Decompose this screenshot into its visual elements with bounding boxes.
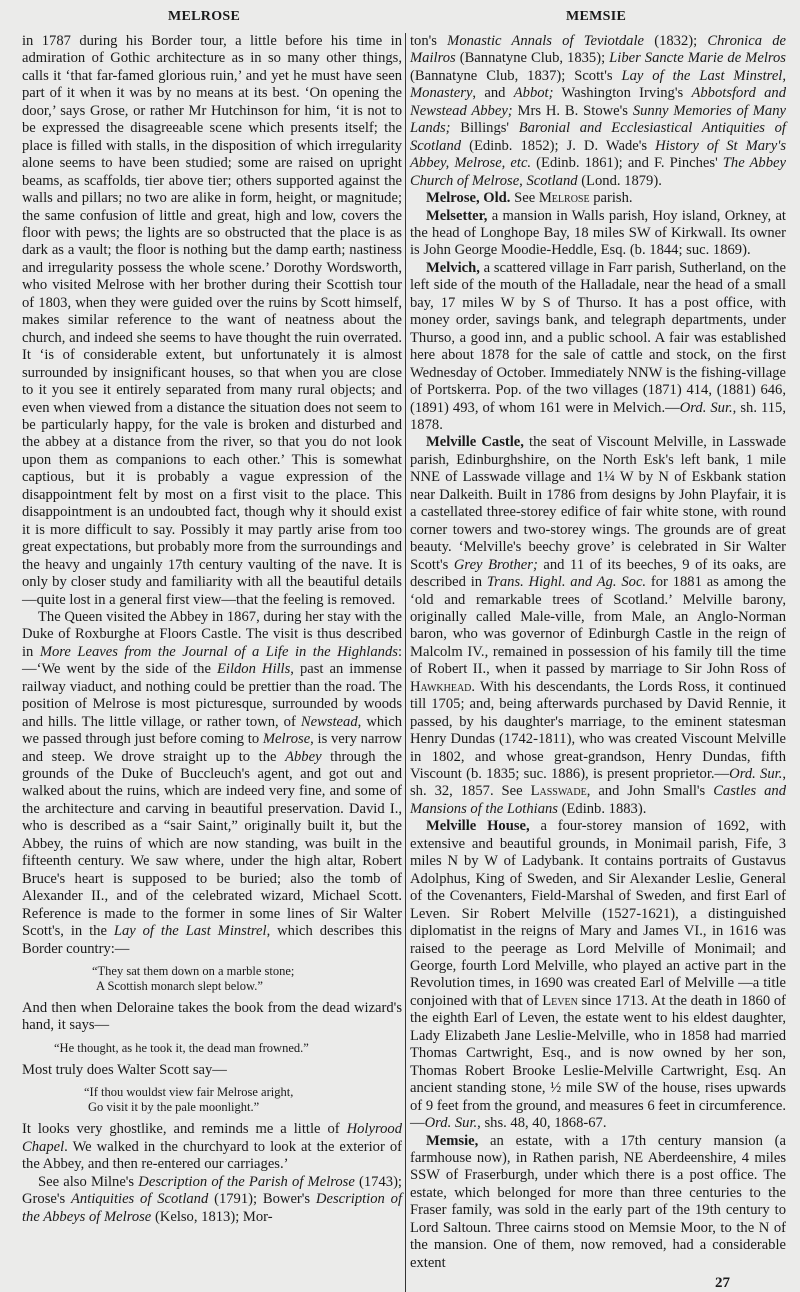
italic-text: Newstead [300, 713, 358, 730]
text-run: Most truly does Walter Scott say— [22, 1061, 227, 1078]
text-run: through the grounds of the Duke of Buccleuch's agent, and got out and walked about the ruins, which are indeed very fine, and some of the architecture and carving in beautiful preservation. David I., who is described as a “sair Saint,” originally built it, but the Abbey, the ruins of which are now standing, was built in the fifteenth century. We saw where, under the high altar, Robert Bruce's heart is supposed to be buried; also the tomb of Alexander II., and of the celebrated wizard, Michael Scott. Reference is made to the former in some lines of Sir Walter Scott's, in the [22, 748, 402, 940]
italic-text: Monastic Annals of Teviotdale [447, 33, 645, 49]
italic-text: Holyrood Chapel [22, 1121, 402, 1155]
text-run: , past an immense railway viaduct, and nothing could be prettier than the road. The position of Melrose is most picturesque, surrounded by woods and hills. The little village, or rather town, of [22, 661, 402, 730]
text-run: for 1881 as among the ‘old and remarkable trees of Scotland.’ Melville barony, originally called Male-ville, from Male, an Anglo-Norman baron, who was governor of Edinburgh Castle in the reign of Malcolm IV., remained in possession of his family till the time of Robert II., when it passed by marriage to Sir John Ross of [410, 574, 786, 678]
paragraph [22, 1121, 402, 1173]
text-run: an estate, with a 17th century mansion (a farmhouse now), in Rathen parish, NE Aberdeenshire, 4 miles SSW of Fraserburgh, under which there is a post office. The estate, which belonged for more than three centuries to the Fraser family, was sold in the early part of the 19th century to Lord Saltoun. Three cairns stood on Memsie Moor, to the N of the mansion. One of them, now removed, had a considerable extent [410, 1132, 786, 1271]
italic-text: Antiquities of Scotland [70, 1191, 209, 1208]
text-run: See [510, 190, 539, 207]
italic-text: Abbotsford and Newstead Abbey; [410, 85, 786, 119]
paragraph [410, 260, 786, 435]
paragraph [410, 1133, 786, 1273]
verse-line: A Scottish monarch slept below.” [96, 979, 263, 994]
italic-text: More Leaves from the Journal of a Life in the Highlands [39, 643, 398, 660]
italic-text: Trans. Highl. and Ag. Soc. [486, 574, 647, 591]
text-run: and 11 of its beeches, 9 of its oaks, are described in [410, 556, 786, 591]
text-run: Washington Irving's [553, 85, 692, 102]
italic-text: Lay of the Last Minstrel, Monastery [410, 67, 786, 102]
italic-text: Sunny Memories of Many Lands; [410, 102, 786, 137]
text-run: since 1713. At the death in 1860 of the eighth Earl of Leven, the estate went to his eldest daughter, Lady Elizabeth Jane Leslie-Melville, who in 1858 had married Thomas Cartwright, Esq., and is now owned by her son, Thomas Robert Brooke Leslie-Melville Cartwright, Esq. An ancient standing stone, ½ mile SW of the house, rises upwards of 9 feet from the ground, and measures 6 feet in circumference.— [410, 992, 786, 1132]
paragraph [410, 208, 786, 260]
verse-quotation [22, 1041, 402, 1056]
entry-headword: Melville House, [426, 818, 530, 835]
italic-text: Ord. Sur. [679, 399, 733, 416]
verse-line: “If thou wouldst view fair Melrose aright, [84, 1085, 294, 1100]
italic-text: Eildon Hills [216, 661, 291, 678]
text-run: , sh. 32, 1857. See [410, 766, 786, 800]
text-run: (Bannatyne Club, 1835); [455, 50, 610, 67]
verse-line: “They sat them down on a marble stone; [92, 964, 295, 979]
text-run: (Edinb. 1852); J. D. Wade's [461, 137, 656, 154]
paragraph [410, 434, 786, 818]
verse-line: Go visit it by the pale moonlight.” [88, 1100, 260, 1115]
italic-text: Ord. Sur. [729, 766, 783, 783]
text-run: , shs. 48, 40, 1868-67. [477, 1115, 607, 1132]
italic-text: Castles and Mansions of the Lothians [410, 783, 787, 817]
paragraph [22, 33, 402, 609]
text-run: , which describes this Border country:— [22, 923, 402, 957]
paragraph [22, 1000, 402, 1035]
paragraph [22, 1062, 402, 1079]
text-run: Mrs H. B. Stowe's [512, 102, 633, 119]
text-run: See also Milne's [38, 1173, 139, 1190]
text-run: in 1787 during his Border tour, a little before his time in admiration of Gothic architecture as in so many other things, calls it ‘that far-famed glorious ruin,’ and yet he must have seen part of it when it was by no means at its best. ‘On opening the door,’ says Grose, or rather Mr Hutchinson for him, ‘it is not to be expressed the disagreeable scene which presents itself; the place is filled with stalls, in the disposition of which irregularity alone seems to have been studied; some are raised on upright beams, as scaffolds, tier above tier; others supported against the walls and pillars; no two are alike in form, height, or magnitude; the same confusion of little and great, high and low, covers the floor with pews; the lights are so obstructed that the place is as dark as a vault; the floor is nothing but the damp earth; nastiness and irregularity possess the whole scene.’ Dorothy Wordsworth, who visited Melrose with her brother during their Scottish tour of 1803, when they were guided over the ruins by Scott himself, makes similar reference to the want of neatness about the church, and indeed she seems to have thought the ruin overrated. It ‘is of considerable extent, but unfortunately it is almost surrounded by insignificant houses, so that when you are close to it you see it entirely separated from many rural objects; and even when viewed from a distance the situation does not seem to be particularly happy, for the vale is broken and disturbed and the abbey at a distance from the river, so that you do not look upon them as companions to each other.’ This is somewhat captious, but it is probably a vague expression of the disappointment felt by most on a first visit to the place. This disappointment is an undoubted fact, though why it should exist it is more difficult to say. Possibly it may partly arise from too great expectations, but probably more from the surroundings and the heavy and ungainly 17th century vaulting of the nave. It is only by closer study and familiarity with all the beautiful details—quite lost in a general first view—that the feeling is removed. [22, 33, 402, 608]
text-run: a mansion in Walls parish, Hoy island, Orkney, at the head of Longhope Bay, 18 miles SW of Kirkwall. Its owner is John George Moodie-Heddle, Esq. (b. 1844; suc. 1869). [410, 207, 786, 259]
entry-headword: Melville Castle, [426, 434, 524, 451]
text-run: , sh. 115, 1878. [410, 399, 786, 433]
text-run: ton's [410, 33, 448, 49]
right-column [410, 33, 786, 1292]
italic-text: Description of the Abbeys of Melrose [22, 1191, 402, 1225]
verse-line: “He thought, as he took it, the dead man frowned.” [54, 1040, 309, 1055]
italic-text: Liber Sancte Marie de Melros [609, 50, 786, 67]
italic-text: Abbey [285, 748, 322, 765]
entry-headword: Melsetter, [426, 207, 488, 224]
text-run: (Lond. 1879). [577, 172, 662, 189]
text-run: (Kelso, 1813); Mor- [151, 1208, 273, 1225]
text-run: (1832); [644, 33, 708, 49]
cross-reference: Lasswade [530, 783, 587, 800]
cross-reference: Melrose [538, 190, 590, 207]
paragraph [22, 609, 402, 958]
italic-text: Grey Brother; [453, 556, 538, 573]
italic-text: Baronial and Ecclesiastical Antiquities of Scotland [410, 120, 786, 154]
left-column [22, 33, 402, 1292]
text-run: (Edinb. 1861); and F. Pinches' [531, 155, 723, 172]
text-run: Billings' [450, 120, 519, 137]
text-run: (1743); Grose's [22, 1173, 402, 1208]
verse-quotation [22, 964, 402, 994]
text-run: (1791); Bower's [208, 1191, 316, 1208]
entry-headword: Melrose, Old. [426, 190, 511, 207]
text-run: a four-storey mansion of 1692, with extensive and beautiful grounds, in Monimail parish, Fife, 3 miles N by W of Ladybank. It contains portraits of Gustavus Adolphus, King of Sweden, and Sir Alexander Leslie, General of the Covenanters, Field-Marshal of Sweden, and first Earl of Leven. Sir Robert Melville (1527-1621), a distinguished diplomatist in the reigns of Mary and James VI., in 1616 was raised to the peerage as Lord Melville of Monimail; and George, fourth Lord Melville, who played an active part in the Revolution times, in 1690 was created Earl of Melville —a title conjoined with that of [410, 818, 786, 1009]
text-run: , is very narrow and steep. We drove straight up to the [22, 731, 402, 765]
italic-text: Ord. Sur. [424, 1115, 478, 1132]
text-run: parish. [589, 190, 633, 207]
text-run: And then when Deloraine takes the book from the dead wizard's hand, it says— [22, 1000, 402, 1034]
text-run: The Queen visited the Abbey in 1867, during her stay with the Duke of Roxburghe at Floors Castle. The visit is thus described in [22, 608, 402, 660]
paragraph [410, 33, 786, 190]
cross-reference: Leven [542, 992, 578, 1009]
italic-text: Chronica de Mailros [410, 33, 786, 67]
entry-headword: Melvich, [426, 259, 480, 276]
italic-text: Melrose [262, 731, 311, 748]
text-run: the seat of Viscount Melville, in Lasswade parish, Edinburghshire, on the North Esk's left bank, 1 mile NNE of Lasswade village and 1¼ W by N of Eskbank station near Dalkeith. Built in 1786 from designs by John Playfair, it is a castellated three-storey edifice of fair white stone, with round corner towers and two-storey wings. The grounds are of great beauty. ‘Melville's beechy grove’ is celebrated in Sir Walter Scott's [410, 434, 786, 573]
running-header-left: MELROSE [168, 9, 241, 24]
paragraph [410, 190, 786, 207]
page-number: 27 [715, 1275, 730, 1292]
text-run: . We walked in the churchyard to look at the exterior of the Abbey, and then re-entered our carriages.’ [22, 1138, 402, 1173]
text-run: (Bannatyne Club, 1837); Scott's [410, 67, 622, 84]
text-run: :—‘We went by the side of the [22, 643, 402, 678]
running-header-right: MEMSIE [566, 9, 627, 24]
text-run: a scattered village in Farr parish, Sutherland, on the left side of the mouth of the Halladale, near the head of a small bay, 17 miles W by S of Thurso. It has a post office, with money order, savings bank, and telegraph departments, under Thurso, a good inn, and a public school. A fair was established here about 1878 for the sale of cattle and stock, on the first Wednesday of October. Immediately NNW is the fishing-village of Portskerra. Pop. of the two villages (1871) 414, (1881) 646, (1891) 493, of whom 161 were in Melvich.— [410, 259, 786, 416]
text-run: . With his descendants, the Lords Ross, it continued till 1705; and, being afterwards purchased by David Rennie, it passed, by his daughter's marriage, to the eminent statesman Henry Dundas (1742-1811), who was created Viscount Melville in 1802, and whose great-grandson, Henry Dundas, fifth Viscount (b. 1835; suc. 1886), is present proprietor.— [410, 678, 786, 783]
paragraph [410, 818, 786, 1132]
italic-text: History of St Mary's Abbey, Melrose, etc. [410, 137, 787, 172]
verse-quotation [22, 1085, 402, 1115]
text-run: , which we passed through just before coming to [22, 713, 402, 748]
paragraph [22, 1174, 402, 1226]
italic-text: Abbot; [513, 85, 554, 102]
italic-text: The Abbey Church of Melrose, Scotland [410, 155, 786, 189]
italic-text: Description of the Parish of Melrose [138, 1173, 355, 1190]
cross-reference: Hawkhead [410, 678, 472, 695]
text-run: , and John Small's [586, 783, 714, 800]
italic-text: Lay of the Last Minstrel [113, 923, 267, 940]
text-run: (Edinb. 1883). [557, 800, 647, 817]
entry-headword: Memsie, [426, 1132, 479, 1149]
column-divider [405, 33, 406, 1292]
text-run: , and [472, 85, 514, 102]
text-run: It looks very ghostlike, and reminds me a little of [22, 1121, 347, 1138]
